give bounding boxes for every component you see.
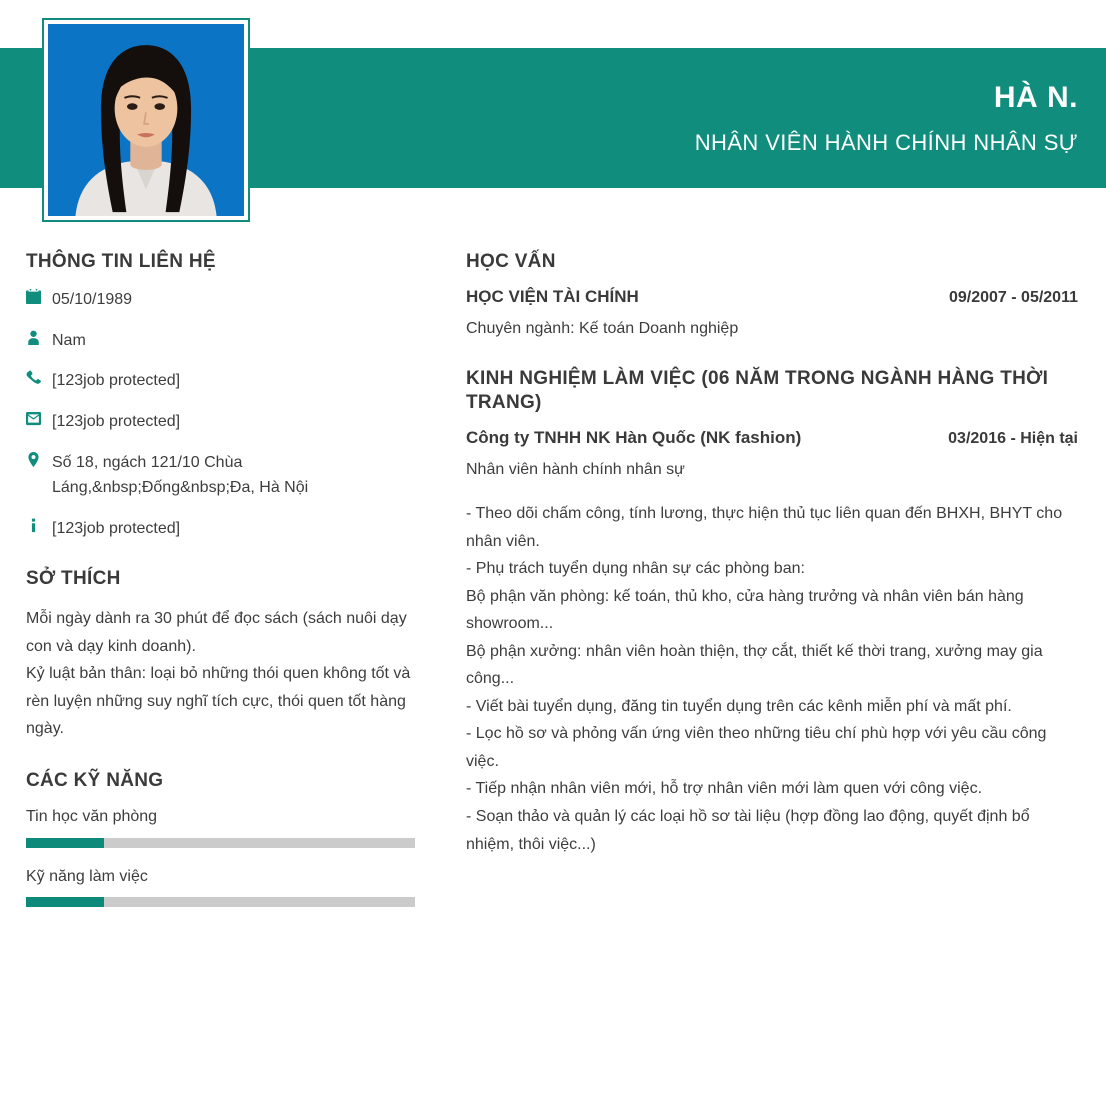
person-icon	[26, 329, 52, 345]
education-school: HỌC VIỆN TÀI CHÍNH	[466, 286, 639, 306]
experience-section	[466, 367, 1078, 858]
skills-section	[26, 769, 414, 908]
sidebar-column	[0, 238, 440, 933]
experience-position: Nhân viên hành chính nhân sự	[466, 460, 685, 478]
calendar-icon	[26, 288, 52, 304]
experience-detail: - Lọc hồ sơ và phỏng vấn ứng viên theo những tiêu chí phù hợp với yêu cầu công việc.	[466, 725, 1047, 770]
contact-value-phone: [123job protected]	[52, 372, 181, 390]
education-major: Chuyên ngành: Kế toán Doanh nghiệp	[466, 319, 739, 337]
hobbies-section	[26, 567, 414, 742]
page-title: HÀ N.	[993, 80, 1078, 114]
contact-value-email: [123job protected]	[52, 413, 181, 431]
experience-date: 03/2016 - Hiện tại	[948, 429, 1078, 447]
skill-label: Tin học văn phòng	[26, 808, 158, 826]
experience-detail: Bộ phận xưởng: nhân viên hoàn thiện, thợ cắt, thiết kế thời trang, xưởng may gia công...	[466, 642, 1043, 688]
skill-progress-fill	[26, 838, 104, 848]
experience-detail-list	[466, 500, 1078, 858]
list-item	[26, 451, 414, 501]
skill-progress-track	[26, 897, 415, 907]
experience-detail: - Tiếp nhận nhân viên mới, hỗ trợ nhân viên mới làm quen với công việc.	[466, 780, 983, 798]
experience-detail: - Viết bài tuyển dụng, đăng tin tuyển dụng trên các kênh miễn phí và mất phí.	[466, 697, 1012, 715]
education-entry	[466, 286, 1078, 342]
education-entry-head	[466, 286, 1078, 309]
hobbies-line: Kỷ luật bản thân: loại bỏ những thói quen không tốt và rèn luyện những suy nghĩ tích cực, thói quen tốt hàng ngày.	[26, 665, 411, 738]
experience-entry-head	[466, 427, 1078, 450]
job-title: NHÂN VIÊN HÀNH CHÍNH NHÂN SỰ	[694, 129, 1078, 155]
contact-section-title: THÔNG TIN LIÊN HỆ	[26, 251, 216, 272]
main-column	[440, 238, 1106, 884]
skill-label: Kỹ năng làm việc	[26, 867, 148, 885]
list-item	[26, 288, 414, 313]
experience-detail: - Theo dõi chấm công, tính lương, thực hiện thủ tục liên quan đến BHXH, BHYT cho nhân viên.	[466, 505, 1063, 550]
list-item	[26, 329, 414, 354]
location-icon	[26, 451, 52, 467]
experience-entry	[466, 427, 1078, 858]
contact-value-gender: Nam	[52, 331, 86, 349]
contact-value-address: Số 18, ngách 121/10 Chùa Láng,&nbsp;Đống&nbsp;Đa, Hà Nội	[52, 453, 309, 496]
contact-list	[26, 288, 414, 542]
phone-icon	[26, 369, 52, 385]
contact-value-other: [123job protected]	[52, 519, 181, 537]
experience-company: Công ty TNHH NK Hàn Quốc (NK fashion)	[466, 427, 802, 447]
list-item	[26, 369, 414, 394]
profile-photo-frame	[42, 18, 250, 222]
cv-header	[0, 0, 1106, 238]
experience-detail: - Phụ trách tuyển dụng nhân sự các phòng ban:	[466, 560, 805, 578]
skill-progress-track	[26, 838, 415, 848]
skill-item	[26, 806, 414, 847]
experience-section-title: KINH NGHIỆM LÀM VIỆC (06 NĂM TRONG NGÀNH HÀNG THỜI TRANG)	[466, 368, 1049, 414]
skill-progress-fill	[26, 897, 104, 907]
info-icon	[26, 517, 52, 533]
avatar	[48, 24, 244, 216]
hobbies-line: Mỗi ngày dành ra 30 phút để đọc sách (sách nuôi dạy con và dạy kinh doanh).	[26, 610, 407, 655]
education-section	[466, 250, 1078, 341]
header-title-block	[378, 48, 1078, 188]
hobbies-section-title: SỞ THÍCH	[26, 568, 121, 590]
list-item	[26, 410, 414, 435]
experience-detail: Bộ phận văn phòng: kế toán, thủ kho, cửa hàng trưởng và nhân viên bán hàng showroom...	[466, 587, 1024, 633]
email-icon	[26, 410, 52, 426]
list-item	[26, 517, 414, 542]
spacer	[466, 484, 1078, 500]
contact-value-birthdate: 05/10/1989	[52, 290, 133, 308]
experience-detail: - Soạn thảo và quản lý các loại hồ sơ tài liệu (hợp đồng lao động, quyết định bổ nhiệm, thôi việc...)	[466, 807, 1030, 853]
cv-body	[0, 238, 1106, 933]
education-date: 09/2007 - 05/2011	[948, 288, 1078, 306]
contact-section	[26, 250, 414, 541]
skill-item	[26, 866, 414, 907]
skills-section-title: CÁC KỸ NĂNG	[26, 769, 164, 791]
education-section-title: HỌC VẤN	[466, 251, 556, 272]
